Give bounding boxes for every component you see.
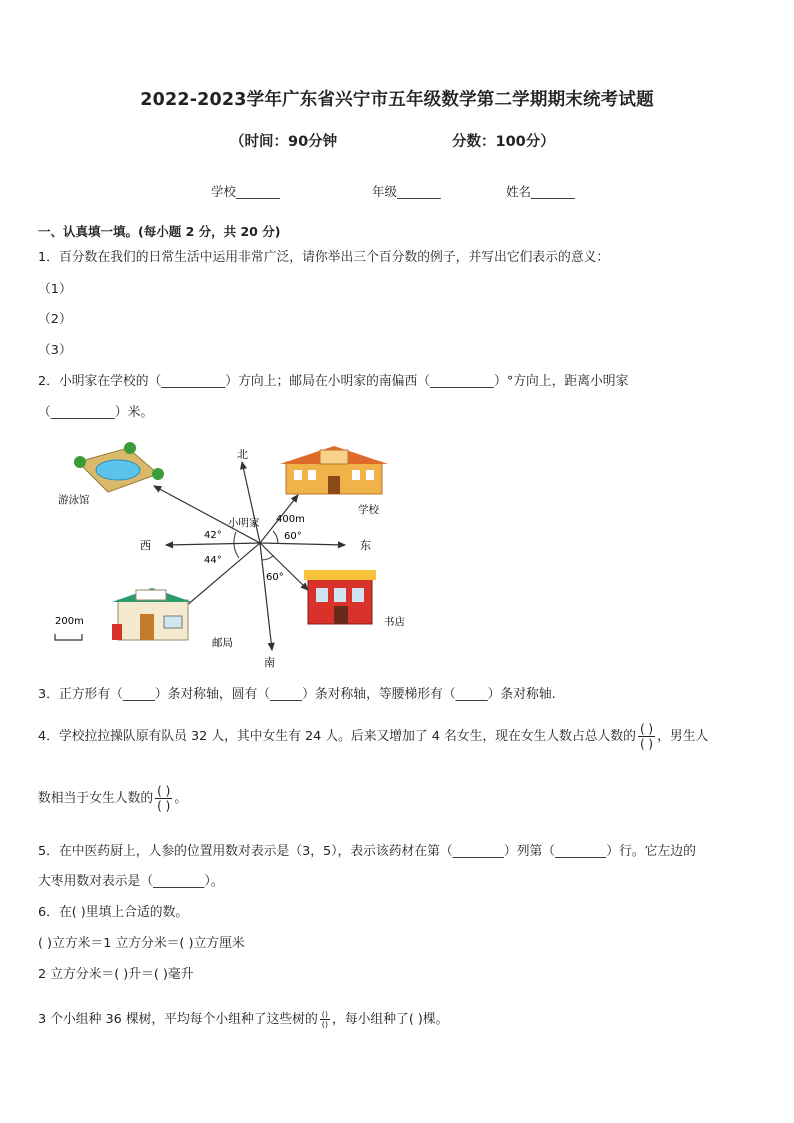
school-building-icon: [280, 446, 388, 494]
store-label: 书店: [384, 616, 405, 628]
question-6-line2: ( )立方米＝1 立方分米＝( )立方厘米: [38, 936, 245, 951]
fraction-blank: $\frac{( )}{( )}$: [639, 722, 654, 751]
question-5-line1: 5．在中医药厨上，人参的位置用数对表示是（3，5），表示该药材在第（________）列第（________）行。它左边的: [38, 844, 696, 859]
question-6-line4: 3 个小组种 36 棵树，平均每个小组种了这些树的 $\frac{()}{()}$ ，每小组种了( )棵。: [38, 1010, 449, 1029]
question-2-line1: 2．小明家在学校的（__________）方向上；邮局在小明家的南偏西（__________）°方向上，距离小明家: [38, 374, 629, 389]
angle-store-label: 60°: [266, 572, 284, 583]
exam-score: 分数：100分）: [452, 134, 555, 150]
post-office-icon: [112, 588, 192, 640]
angle-pool-label: 42°: [204, 530, 222, 541]
south-label: 南: [264, 656, 275, 669]
scale-bar: [55, 634, 82, 640]
angle-post-label: 44°: [204, 555, 222, 566]
question-3: 3．正方形有（_____）条对称轴，圆有（_____）条对称轴，等腰梯形有（_____）条对称轴.: [38, 687, 556, 702]
question-1: 1．百分数在我们的日常生活中运用非常广泛，请你举出三个百分数的例子，并写出它们表示的意义：: [38, 250, 610, 265]
west-label: 西: [140, 539, 151, 552]
angle-arc-school: [273, 531, 278, 543]
book-store-icon: [304, 570, 376, 624]
question-4-line1: 4．学校拉拉操队原有队员 32 人，其中女生有 24 人。后来又增加了 4 名女生，现在女生人数占总人数的 $\frac{( )}{( )}$ ，男生人: [38, 722, 709, 751]
q1-item-3: （3）: [38, 343, 72, 358]
question-6-line3: 2 立方分米＝( )升＝( )毫升: [38, 967, 194, 982]
angle-school-label: 60°: [284, 531, 302, 542]
grade-field: 年级_______: [372, 184, 441, 199]
scale-label: 200m: [55, 616, 84, 627]
question-4-line2: 数相当于女生人数的 $\frac{( )}{( )}$ 。: [38, 784, 188, 813]
north-arrow: [242, 462, 260, 543]
section-heading: 一、认真填一填。(每小题 2 分，共 20 分): [38, 224, 281, 239]
fraction-blank: $\frac{( )}{( )}$: [157, 784, 171, 813]
angle-arc-post: [234, 544, 239, 558]
q1-item-1: （1）: [38, 282, 72, 297]
fraction-blank: $\frac{()}{()}$: [321, 1010, 329, 1029]
q1-item-2: （2）: [38, 312, 72, 327]
east-label: 东: [360, 539, 371, 552]
question-2-line2: （__________）米。: [38, 405, 154, 420]
question-6-line1: 6．在( )里填上合适的数。: [38, 905, 189, 920]
angle-arc-store: [262, 556, 273, 560]
post-label: 邮局: [212, 637, 233, 649]
exam-time: （时间：90分钟: [230, 134, 338, 150]
north-label: 北: [237, 448, 248, 461]
school-field: 学校_______: [211, 184, 280, 199]
east-arrow: [260, 543, 345, 545]
angle-arc-pool: [234, 532, 236, 544]
home-label: 小明家: [228, 517, 260, 529]
distance-label: 400m: [276, 514, 305, 525]
page-title: 2022-2023学年广东省兴宁市五年级数学第二学期期末统考试题: [140, 90, 654, 110]
west-arrow: [166, 543, 260, 545]
swimming-pool-icon: [74, 442, 164, 492]
direction-map: [40, 440, 440, 672]
school-label: 学校: [358, 504, 379, 516]
question-5-line2: 大枣用数对表示是（________）。: [38, 874, 224, 889]
pool-label: 游泳馆: [58, 494, 90, 506]
name-field: 姓名_______: [506, 184, 575, 199]
